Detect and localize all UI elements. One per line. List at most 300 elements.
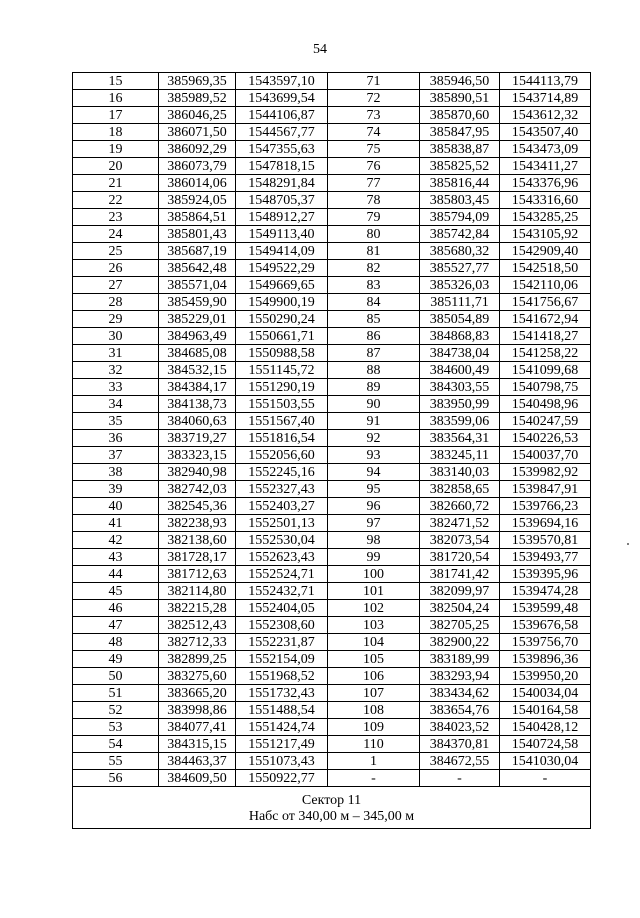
point-number-left-cell: 49 <box>73 651 159 668</box>
table-row <box>73 583 591 600</box>
x-coord-right-cell: 384868,83 <box>420 328 500 345</box>
table-row <box>73 141 591 158</box>
point-number-left-cell: 45 <box>73 583 159 600</box>
table-row <box>73 345 591 362</box>
x-coord-right-cell: 384023,52 <box>420 719 500 736</box>
x-coord-right-cell: 383950,99 <box>420 396 500 413</box>
table-row <box>73 566 591 583</box>
table-row <box>73 243 591 260</box>
y-coord-left-cell: 1551217,49 <box>236 736 328 753</box>
table-row <box>73 175 591 192</box>
x-coord-right-cell: 383293,94 <box>420 668 500 685</box>
x-coord-right-cell: 384738,04 <box>420 345 500 362</box>
y-coord-left-cell: 1549669,65 <box>236 277 328 294</box>
y-coord-right-cell: 1542110,06 <box>500 277 591 294</box>
x-coord-left-cell: 384963,49 <box>159 328 236 345</box>
x-coord-left-cell: 386071,50 <box>159 124 236 141</box>
y-coord-left-cell: 1544567,77 <box>236 124 328 141</box>
scan-speck <box>627 543 629 545</box>
point-number-left-cell: 19 <box>73 141 159 158</box>
x-coord-left-cell: 385459,90 <box>159 294 236 311</box>
x-coord-left-cell: 385924,05 <box>159 192 236 209</box>
point-number-right-cell: 85 <box>328 311 420 328</box>
table-row <box>73 362 591 379</box>
y-coord-right-cell: 1542909,40 <box>500 243 591 260</box>
y-coord-left-cell: 1549113,40 <box>236 226 328 243</box>
sector-height-range: Набс от 340,00 м – 345,00 м <box>248 808 415 824</box>
table-row <box>73 294 591 311</box>
table-row <box>73 515 591 532</box>
y-coord-left-cell: 1550988,58 <box>236 345 328 362</box>
x-coord-left-cell: 384685,08 <box>159 345 236 362</box>
x-coord-left-cell: 385571,04 <box>159 277 236 294</box>
point-number-left-cell: 33 <box>73 379 159 396</box>
point-number-left-cell: 28 <box>73 294 159 311</box>
point-number-right-cell: 109 <box>328 719 420 736</box>
point-number-right-cell: 101 <box>328 583 420 600</box>
x-coord-left-cell: 382899,25 <box>159 651 236 668</box>
table-row <box>73 447 591 464</box>
x-coord-left-cell: 385229,01 <box>159 311 236 328</box>
point-number-left-cell: 43 <box>73 549 159 566</box>
point-number-right-cell: 110 <box>328 736 420 753</box>
point-number-right-cell: 72 <box>328 90 420 107</box>
point-number-right-cell: 81 <box>328 243 420 260</box>
x-coord-right-cell: 382099,97 <box>420 583 500 600</box>
table-row <box>73 481 591 498</box>
point-number-left-cell: 53 <box>73 719 159 736</box>
point-number-right-cell: 108 <box>328 702 420 719</box>
y-coord-right-cell: 1543411,27 <box>500 158 591 175</box>
point-number-left-cell: 46 <box>73 600 159 617</box>
point-number-left-cell: 27 <box>73 277 159 294</box>
point-number-left-cell: 17 <box>73 107 159 124</box>
x-coord-left-cell: 384315,15 <box>159 736 236 753</box>
y-coord-left-cell: 1552524,71 <box>236 566 328 583</box>
x-coord-left-cell: 381712,63 <box>159 566 236 583</box>
x-coord-left-cell: 382215,28 <box>159 600 236 617</box>
point-number-right-cell: 86 <box>328 328 420 345</box>
x-coord-left-cell: 384384,17 <box>159 379 236 396</box>
x-coord-left-cell: 382512,43 <box>159 617 236 634</box>
y-coord-right-cell: 1543473,09 <box>500 141 591 158</box>
x-coord-right-cell: 385847,95 <box>420 124 500 141</box>
table-row <box>73 192 591 209</box>
y-coord-left-cell: 1552623,43 <box>236 549 328 566</box>
point-number-left-cell: 56 <box>73 770 159 787</box>
point-number-left-cell: 37 <box>73 447 159 464</box>
point-number-right-cell: 73 <box>328 107 420 124</box>
y-coord-left-cell: 1548912,27 <box>236 209 328 226</box>
y-coord-left-cell: 1551073,43 <box>236 753 328 770</box>
point-number-left-cell: 20 <box>73 158 159 175</box>
y-coord-left-cell: 1552154,09 <box>236 651 328 668</box>
y-coord-right-cell: 1539694,16 <box>500 515 591 532</box>
point-number-right-cell: 88 <box>328 362 420 379</box>
x-coord-right-cell: 383434,62 <box>420 685 500 702</box>
point-number-right-cell: 93 <box>328 447 420 464</box>
y-coord-right-cell: 1541756,67 <box>500 294 591 311</box>
point-number-left-cell: 22 <box>73 192 159 209</box>
point-number-left-cell: 24 <box>73 226 159 243</box>
y-coord-right-cell: 1541418,27 <box>500 328 591 345</box>
x-coord-right-cell: 385054,89 <box>420 311 500 328</box>
point-number-left-cell: 23 <box>73 209 159 226</box>
page-number: 54 <box>313 42 327 57</box>
point-number-left-cell: 41 <box>73 515 159 532</box>
y-coord-right-cell: 1544113,79 <box>500 73 591 90</box>
table-row <box>73 379 591 396</box>
x-coord-right-cell: 383599,06 <box>420 413 500 430</box>
table-row <box>73 158 591 175</box>
table-row <box>73 549 591 566</box>
point-number-right-cell: 97 <box>328 515 420 532</box>
x-coord-left-cell: 385687,19 <box>159 243 236 260</box>
x-coord-right-cell: 383189,99 <box>420 651 500 668</box>
y-coord-right-cell: 1539950,20 <box>500 668 591 685</box>
y-coord-left-cell: 1551424,74 <box>236 719 328 736</box>
point-number-right-cell: 103 <box>328 617 420 634</box>
x-coord-right-cell: 385680,32 <box>420 243 500 260</box>
y-coord-right-cell: 1539493,77 <box>500 549 591 566</box>
x-coord-right-cell: 384303,55 <box>420 379 500 396</box>
y-coord-right-cell: 1539982,92 <box>500 464 591 481</box>
y-coord-left-cell: 1552245,16 <box>236 464 328 481</box>
y-coord-right-cell: 1540247,59 <box>500 413 591 430</box>
x-coord-right-cell: 382660,72 <box>420 498 500 515</box>
y-coord-left-cell: 1552056,60 <box>236 447 328 464</box>
y-coord-left-cell: 1551567,40 <box>236 413 328 430</box>
table-row <box>73 770 591 787</box>
table-row <box>73 668 591 685</box>
x-coord-right-cell: 385838,87 <box>420 141 500 158</box>
point-number-left-cell: 30 <box>73 328 159 345</box>
y-coord-left-cell: 1549900,19 <box>236 294 328 311</box>
y-coord-right-cell: 1539676,58 <box>500 617 591 634</box>
point-number-left-cell: 18 <box>73 124 159 141</box>
y-coord-right-cell: 1539395,96 <box>500 566 591 583</box>
x-coord-right-cell: 385816,44 <box>420 175 500 192</box>
point-number-right-cell: 71 <box>328 73 420 90</box>
y-coord-right-cell: 1543507,40 <box>500 124 591 141</box>
table-row <box>73 464 591 481</box>
x-coord-right-cell: 383654,76 <box>420 702 500 719</box>
point-number-right-cell: 87 <box>328 345 420 362</box>
table-row <box>73 617 591 634</box>
table-row <box>73 260 591 277</box>
x-coord-left-cell: 384060,63 <box>159 413 236 430</box>
point-number-left-cell: 44 <box>73 566 159 583</box>
table-row <box>73 430 591 447</box>
table-row <box>73 719 591 736</box>
x-coord-left-cell: 385801,43 <box>159 226 236 243</box>
y-coord-left-cell: 1552432,71 <box>236 583 328 600</box>
table-row <box>73 651 591 668</box>
point-number-right-cell: 83 <box>328 277 420 294</box>
table-row <box>73 498 591 515</box>
point-number-left-cell: 47 <box>73 617 159 634</box>
x-coord-left-cell: 383665,20 <box>159 685 236 702</box>
x-coord-right-cell: 385111,71 <box>420 294 500 311</box>
table-row <box>73 90 591 107</box>
x-coord-right-cell: 383140,03 <box>420 464 500 481</box>
x-coord-left-cell: 386073,79 <box>159 158 236 175</box>
table-row <box>73 209 591 226</box>
x-coord-left-cell: 383275,60 <box>159 668 236 685</box>
point-number-right-cell: 78 <box>328 192 420 209</box>
point-number-left-cell: 48 <box>73 634 159 651</box>
point-number-right-cell: 98 <box>328 532 420 549</box>
x-coord-left-cell: 386014,06 <box>159 175 236 192</box>
table-row <box>73 532 591 549</box>
y-coord-right-cell: - <box>500 770 591 787</box>
point-number-left-cell: 50 <box>73 668 159 685</box>
x-coord-left-cell: 385989,52 <box>159 90 236 107</box>
point-number-left-cell: 52 <box>73 702 159 719</box>
x-coord-left-cell: 384532,15 <box>159 362 236 379</box>
table-row <box>73 600 591 617</box>
y-coord-right-cell: 1539599,48 <box>500 600 591 617</box>
point-number-left-cell: 25 <box>73 243 159 260</box>
y-coord-right-cell: 1541030,04 <box>500 753 591 770</box>
x-coord-left-cell: 382742,03 <box>159 481 236 498</box>
x-coord-right-cell: 382858,65 <box>420 481 500 498</box>
y-coord-right-cell: 1539570,81 <box>500 532 591 549</box>
point-number-right-cell: 100 <box>328 566 420 583</box>
y-coord-left-cell: 1552327,43 <box>236 481 328 498</box>
x-coord-left-cell: 382712,33 <box>159 634 236 651</box>
x-coord-left-cell: 386092,29 <box>159 141 236 158</box>
x-coord-left-cell: 382138,60 <box>159 532 236 549</box>
y-coord-right-cell: 1540037,70 <box>500 447 591 464</box>
point-number-left-cell: 16 <box>73 90 159 107</box>
point-number-right-cell: 105 <box>328 651 420 668</box>
y-coord-left-cell: 1548705,37 <box>236 192 328 209</box>
table-row <box>73 702 591 719</box>
table-row <box>73 396 591 413</box>
x-coord-left-cell: 382238,93 <box>159 515 236 532</box>
y-coord-left-cell: 1552308,60 <box>236 617 328 634</box>
x-coord-right-cell: 385890,51 <box>420 90 500 107</box>
y-coord-left-cell: 1543597,10 <box>236 73 328 90</box>
point-number-left-cell: 36 <box>73 430 159 447</box>
x-coord-left-cell: 383719,27 <box>159 430 236 447</box>
y-coord-right-cell: 1540798,75 <box>500 379 591 396</box>
table-row <box>73 124 591 141</box>
point-number-right-cell: - <box>328 770 420 787</box>
table-row <box>73 73 591 90</box>
table-row <box>73 413 591 430</box>
point-number-right-cell: 80 <box>328 226 420 243</box>
x-coord-left-cell: 381728,17 <box>159 549 236 566</box>
point-number-left-cell: 54 <box>73 736 159 753</box>
point-number-left-cell: 35 <box>73 413 159 430</box>
y-coord-right-cell: 1539474,28 <box>500 583 591 600</box>
y-coord-right-cell: 1539766,23 <box>500 498 591 515</box>
x-coord-left-cell: 384077,41 <box>159 719 236 736</box>
x-coord-right-cell: 383245,11 <box>420 447 500 464</box>
x-coord-left-cell: 384463,37 <box>159 753 236 770</box>
x-coord-right-cell: 381741,42 <box>420 566 500 583</box>
point-number-right-cell: 84 <box>328 294 420 311</box>
table-row <box>73 107 591 124</box>
y-coord-left-cell: 1549414,09 <box>236 243 328 260</box>
x-coord-left-cell: 382940,98 <box>159 464 236 481</box>
y-coord-left-cell: 1552501,13 <box>236 515 328 532</box>
point-number-left-cell: 15 <box>73 73 159 90</box>
y-coord-left-cell: 1543699,54 <box>236 90 328 107</box>
point-number-right-cell: 94 <box>328 464 420 481</box>
table-row <box>73 634 591 651</box>
point-number-right-cell: 92 <box>328 430 420 447</box>
y-coord-right-cell: 1540724,58 <box>500 736 591 753</box>
sector-footer-cell <box>73 787 591 829</box>
point-number-right-cell: 1 <box>328 753 420 770</box>
y-coord-right-cell: 1543285,25 <box>500 209 591 226</box>
y-coord-left-cell: 1552231,87 <box>236 634 328 651</box>
point-number-left-cell: 34 <box>73 396 159 413</box>
x-coord-right-cell: 381720,54 <box>420 549 500 566</box>
point-number-right-cell: 99 <box>328 549 420 566</box>
y-coord-right-cell: 1539896,36 <box>500 651 591 668</box>
point-number-right-cell: 96 <box>328 498 420 515</box>
point-number-right-cell: 104 <box>328 634 420 651</box>
y-coord-left-cell: 1550661,71 <box>236 328 328 345</box>
x-coord-right-cell: - <box>420 770 500 787</box>
point-number-right-cell: 75 <box>328 141 420 158</box>
point-number-left-cell: 31 <box>73 345 159 362</box>
table-row <box>73 753 591 770</box>
y-coord-right-cell: 1541099,68 <box>500 362 591 379</box>
point-number-left-cell: 29 <box>73 311 159 328</box>
y-coord-right-cell: 1539847,91 <box>500 481 591 498</box>
y-coord-right-cell: 1543316,60 <box>500 192 591 209</box>
x-coord-left-cell: 382545,36 <box>159 498 236 515</box>
y-coord-right-cell: 1539756,70 <box>500 634 591 651</box>
point-number-left-cell: 38 <box>73 464 159 481</box>
y-coord-right-cell: 1543714,89 <box>500 90 591 107</box>
point-number-right-cell: 79 <box>328 209 420 226</box>
point-number-right-cell: 74 <box>328 124 420 141</box>
y-coord-left-cell: 1551503,55 <box>236 396 328 413</box>
point-number-right-cell: 91 <box>328 413 420 430</box>
y-coord-right-cell: 1543376,96 <box>500 175 591 192</box>
point-number-left-cell: 55 <box>73 753 159 770</box>
sector-title: Сектор 11 <box>301 792 362 808</box>
x-coord-left-cell: 382114,80 <box>159 583 236 600</box>
y-coord-left-cell: 1552530,04 <box>236 532 328 549</box>
y-coord-right-cell: 1540498,96 <box>500 396 591 413</box>
point-number-right-cell: 95 <box>328 481 420 498</box>
x-coord-right-cell: 385803,45 <box>420 192 500 209</box>
point-number-left-cell: 21 <box>73 175 159 192</box>
table-body <box>73 73 591 787</box>
y-coord-left-cell: 1551732,43 <box>236 685 328 702</box>
point-number-left-cell: 32 <box>73 362 159 379</box>
y-coord-right-cell: 1540226,53 <box>500 430 591 447</box>
point-number-left-cell: 39 <box>73 481 159 498</box>
x-coord-right-cell: 382705,25 <box>420 617 500 634</box>
coordinates-table <box>72 72 591 829</box>
x-coord-right-cell: 384600,49 <box>420 362 500 379</box>
y-coord-right-cell: 1541258,22 <box>500 345 591 362</box>
point-number-right-cell: 102 <box>328 600 420 617</box>
y-coord-right-cell: 1540034,04 <box>500 685 591 702</box>
x-coord-right-cell: 385742,84 <box>420 226 500 243</box>
y-coord-left-cell: 1552403,27 <box>236 498 328 515</box>
y-coord-right-cell: 1543612,32 <box>500 107 591 124</box>
x-coord-right-cell: 385794,09 <box>420 209 500 226</box>
table-row <box>73 226 591 243</box>
x-coord-left-cell: 384609,50 <box>159 770 236 787</box>
y-coord-right-cell: 1543105,92 <box>500 226 591 243</box>
y-coord-right-cell: 1541672,94 <box>500 311 591 328</box>
point-number-right-cell: 107 <box>328 685 420 702</box>
x-coord-right-cell: 384370,81 <box>420 736 500 753</box>
y-coord-left-cell: 1544106,87 <box>236 107 328 124</box>
x-coord-left-cell: 385864,51 <box>159 209 236 226</box>
table-row <box>73 277 591 294</box>
point-number-left-cell: 51 <box>73 685 159 702</box>
y-coord-left-cell: 1548291,84 <box>236 175 328 192</box>
x-coord-right-cell: 382504,24 <box>420 600 500 617</box>
y-coord-left-cell: 1551816,54 <box>236 430 328 447</box>
x-coord-right-cell: 385527,77 <box>420 260 500 277</box>
y-coord-left-cell: 1551968,52 <box>236 668 328 685</box>
x-coord-right-cell: 385946,50 <box>420 73 500 90</box>
y-coord-left-cell: 1550290,24 <box>236 311 328 328</box>
x-coord-right-cell: 384672,55 <box>420 753 500 770</box>
point-number-left-cell: 40 <box>73 498 159 515</box>
point-number-right-cell: 82 <box>328 260 420 277</box>
point-number-right-cell: 76 <box>328 158 420 175</box>
x-coord-right-cell: 385825,52 <box>420 158 500 175</box>
point-number-left-cell: 26 <box>73 260 159 277</box>
point-number-right-cell: 89 <box>328 379 420 396</box>
y-coord-left-cell: 1549522,29 <box>236 260 328 277</box>
x-coord-right-cell: 385326,03 <box>420 277 500 294</box>
y-coord-left-cell: 1551488,54 <box>236 702 328 719</box>
y-coord-left-cell: 1547355,63 <box>236 141 328 158</box>
x-coord-left-cell: 385642,48 <box>159 260 236 277</box>
y-coord-right-cell: 1540428,12 <box>500 719 591 736</box>
y-coord-left-cell: 1547818,15 <box>236 158 328 175</box>
y-coord-right-cell: 1542518,50 <box>500 260 591 277</box>
x-coord-left-cell: 386046,25 <box>159 107 236 124</box>
y-coord-left-cell: 1552404,05 <box>236 600 328 617</box>
x-coord-right-cell: 382471,52 <box>420 515 500 532</box>
x-coord-left-cell: 383998,86 <box>159 702 236 719</box>
point-number-right-cell: 106 <box>328 668 420 685</box>
table-row <box>73 311 591 328</box>
table-row <box>73 685 591 702</box>
x-coord-right-cell: 382900,22 <box>420 634 500 651</box>
y-coord-left-cell: 1551290,19 <box>236 379 328 396</box>
x-coord-left-cell: 383323,15 <box>159 447 236 464</box>
y-coord-right-cell: 1540164,58 <box>500 702 591 719</box>
point-number-left-cell: 42 <box>73 532 159 549</box>
x-coord-left-cell: 384138,73 <box>159 396 236 413</box>
y-coord-left-cell: 1550922,77 <box>236 770 328 787</box>
point-number-right-cell: 77 <box>328 175 420 192</box>
x-coord-left-cell: 385969,35 <box>159 73 236 90</box>
table-row <box>73 736 591 753</box>
sector-footer-row <box>73 787 591 829</box>
x-coord-right-cell: 385870,60 <box>420 107 500 124</box>
table-row <box>73 328 591 345</box>
x-coord-right-cell: 382073,54 <box>420 532 500 549</box>
point-number-right-cell: 90 <box>328 396 420 413</box>
